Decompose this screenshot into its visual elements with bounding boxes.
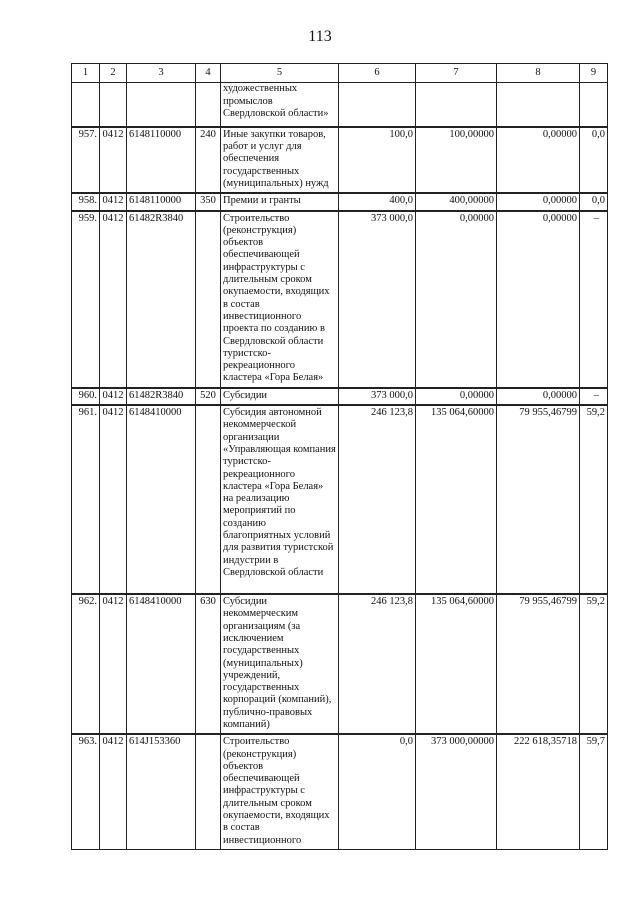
expense-type: 520 — [196, 388, 221, 405]
row-description: Строительство (реконструкция) объектов обеспечивающей инфраструктуры с длительным сроком окупаемости, входящих в состав инвестиционного проекта по созданию в Свердловской области туристско-рекреационного кластера «Гора Белая» — [221, 211, 339, 388]
table-cell — [497, 83, 580, 127]
table-cell — [416, 83, 497, 127]
approved-amount: 0,00000 — [416, 388, 497, 405]
row-number: 958. — [72, 193, 100, 210]
row-number: 960. — [72, 388, 100, 405]
section-code: 0412 — [100, 405, 127, 594]
execution-percent: 0,0 — [580, 127, 608, 193]
page-number: 113 — [308, 28, 332, 45]
table-cell — [127, 83, 196, 127]
row-description: художественных промыслов Свердловской области» — [221, 83, 339, 127]
expense-type — [196, 405, 221, 594]
header-cell: 7 — [416, 64, 497, 83]
header-cell: 4 — [196, 64, 221, 83]
planned-amount: 0,0 — [339, 734, 416, 849]
target-code: 6148110000 — [127, 127, 196, 193]
planned-amount: 100,0 — [339, 127, 416, 193]
execution-percent: – — [580, 211, 608, 388]
section-code: 0412 — [100, 594, 127, 734]
table-cell — [196, 83, 221, 127]
row-description: Субсидии — [221, 388, 339, 405]
header-row — [72, 64, 608, 83]
section-code: 0412 — [100, 734, 127, 849]
row-number: 959. — [72, 211, 100, 388]
row-description: Субсидии некоммерческим организациям (за исключением государственных (муниципальных) учреждений, государственных корпораций (компаний), публично-правовых компаний) — [221, 594, 339, 734]
row-number: 957. — [72, 127, 100, 193]
expense-type: 240 — [196, 127, 221, 193]
section-code: 0412 — [100, 211, 127, 388]
executed-amount: 0,00000 — [497, 211, 580, 388]
table-row-continuation — [72, 83, 608, 127]
target-code: 61482R3840 — [127, 388, 196, 405]
row-number: 962. — [72, 594, 100, 734]
table-row — [72, 193, 608, 210]
section-code: 0412 — [100, 388, 127, 405]
executed-amount: 0,00000 — [497, 193, 580, 210]
row-description: Строительство (реконструкция) объектов обеспечивающей инфраструктуры с длительным сроком окупаемости, входящих в состав инвестиционного — [221, 734, 339, 849]
expense-type: 350 — [196, 193, 221, 210]
header-cell: 1 — [72, 64, 100, 83]
table-cell — [100, 83, 127, 127]
planned-amount: 373 000,0 — [339, 211, 416, 388]
approved-amount: 135 064,60000 — [416, 405, 497, 594]
table-row — [72, 594, 608, 734]
planned-amount: 246 123,8 — [339, 594, 416, 734]
table-row — [72, 405, 608, 594]
target-code: 6148410000 — [127, 594, 196, 734]
approved-amount: 400,00000 — [416, 193, 497, 210]
budget-table — [71, 63, 608, 850]
table-cell — [580, 83, 608, 127]
section-code: 0412 — [100, 193, 127, 210]
row-description: Субсидия автономной некоммерческой организации «Управляющая компания туристско-рекреационного кластера «Гора Белая» на реализацию мероприятий по созданию благоприятных условий для развития туристской индустрии в Свердловской области — [221, 405, 339, 594]
executed-amount: 0,00000 — [497, 127, 580, 193]
target-code: 6148110000 — [127, 193, 196, 210]
expense-type — [196, 734, 221, 849]
target-code: 61482R3840 — [127, 211, 196, 388]
approved-amount: 373 000,00000 — [416, 734, 497, 849]
expense-type — [196, 211, 221, 388]
header-cell: 2 — [100, 64, 127, 83]
table-cell — [72, 83, 100, 127]
table-row — [72, 388, 608, 405]
expense-type: 630 — [196, 594, 221, 734]
executed-amount: 79 955,46799 — [497, 594, 580, 734]
approved-amount: 0,00000 — [416, 211, 497, 388]
execution-percent: 0,0 — [580, 193, 608, 210]
header-cell: 8 — [497, 64, 580, 83]
executed-amount: 0,00000 — [497, 388, 580, 405]
execution-percent: 59,2 — [580, 594, 608, 734]
execution-percent: 59,7 — [580, 734, 608, 849]
table-cell — [339, 83, 416, 127]
executed-amount: 79 955,46799 — [497, 405, 580, 594]
approved-amount: 135 064,60000 — [416, 594, 497, 734]
execution-percent: – — [580, 388, 608, 405]
row-number: 961. — [72, 405, 100, 594]
table-row — [72, 734, 608, 849]
table-row — [72, 127, 608, 193]
header-cell: 6 — [339, 64, 416, 83]
section-code: 0412 — [100, 127, 127, 193]
row-description: Премии и гранты — [221, 193, 339, 210]
planned-amount: 246 123,8 — [339, 405, 416, 594]
header-cell: 3 — [127, 64, 196, 83]
header-cell: 9 — [580, 64, 608, 83]
planned-amount: 400,0 — [339, 193, 416, 210]
table-row — [72, 211, 608, 388]
row-number: 963. — [72, 734, 100, 849]
planned-amount: 373 000,0 — [339, 388, 416, 405]
approved-amount: 100,00000 — [416, 127, 497, 193]
row-description: Иные закупки товаров, работ и услуг для обеспечения государственных (муниципальных) нужд — [221, 127, 339, 193]
executed-amount: 222 618,35718 — [497, 734, 580, 849]
header-cell: 5 — [221, 64, 339, 83]
execution-percent: 59,2 — [580, 405, 608, 594]
target-code: 6148410000 — [127, 405, 196, 594]
target-code: 614J153360 — [127, 734, 196, 849]
